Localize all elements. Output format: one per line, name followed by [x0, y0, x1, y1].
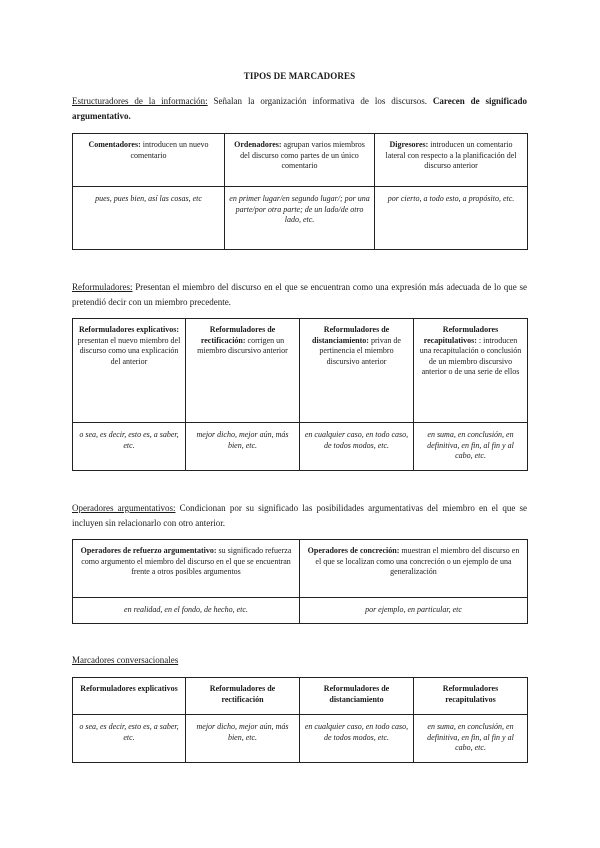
table-cell: mejor dicho, mejor aún, más bien, etc. [186, 715, 300, 763]
table-header-cell: Reformuladores explicativos: presentan el nuevo miembro del discurso como una explicación del anterior [73, 319, 186, 423]
table-header-cell: Reformuladores explicativos [73, 678, 186, 715]
table-header-cell: Reformuladores recapitulativos [414, 678, 528, 715]
section-text: Señalan la organización informativa de los discursos. [207, 96, 433, 106]
table-header-row [73, 134, 528, 187]
table-cell: en suma, en conclusión, en definitiva, en fin, al fin y al cabo, etc. [414, 423, 528, 471]
table-header-row [73, 678, 528, 715]
table-cell: o sea, es decir, esto es, a saber, etc. [73, 423, 186, 471]
table-header-cell: Reformuladores recapitulativos: : introducen una recapitulación o conclusión de un miembro discursivo anterior o de una serie de ellos [414, 319, 528, 423]
table-row [73, 423, 528, 471]
table-cell: mejor dicho, mejor aún, más bien, etc. [186, 423, 300, 471]
table-header-row [73, 540, 528, 598]
table-header-cell: Reformuladores de rectificación [186, 678, 300, 715]
section-conversacionales-intro [72, 653, 527, 668]
table-row [73, 187, 528, 250]
table-header-cell: Ordenadores: agrupan varios miembros del discurso como partes de un único comentario [225, 134, 375, 187]
table-header-row [73, 319, 528, 423]
table-cell: en cualquier caso, en todo caso, de todos modos, etc. [300, 715, 414, 763]
table-cell: en suma, en conclusión, en definitiva, en fin, al fin y al cabo, etc. [414, 715, 528, 763]
section-text: Presentan el miembro del discurso en el que se encuentran como una expresión más adecuada de lo que se pretendió decir con un miembro precedente. [72, 282, 527, 307]
section-text: Condicionan por su significado las posibilidades argumentativas del miembro en el que se incluyen sin relacionarlo con otro anterior. [72, 503, 527, 528]
section-heading: Reformuladores: [72, 282, 133, 292]
table-conversacionales [72, 677, 528, 763]
table-header-cell: Reformuladores de distanciamiento: privan de pertinencia el miembro discursivo anterior [300, 319, 414, 423]
table-cell: por cierto, a todo esto, a propósito, etc. [375, 187, 528, 250]
table-row [73, 598, 528, 624]
section-heading: Operadores argumentativos: [72, 503, 176, 513]
section-heading: Marcadores conversacionales [72, 655, 179, 665]
table-cell: en cualquier caso, en todo caso, de todos modos, etc. [300, 423, 414, 471]
table-header-cell: Reformuladores de rectificación: corrigen un miembro discursivo anterior [186, 319, 300, 423]
table-header-cell: Comentadores: introducen un nuevo comentario [73, 134, 225, 187]
table-cell: por ejemplo, en particular, etc [300, 598, 528, 624]
table-cell: en realidad, en el fondo, de hecho, etc. [73, 598, 300, 624]
page-title: TIPOS DE MARCADORES [243, 71, 356, 81]
table-header-cell: Operadores de refuerzo argumentativo: su significado refuerza como argumento el miembro del discurso en el que se encuentran frente a otros posibles argumentos [73, 540, 300, 598]
table-header-cell: Digresores: introducen un comentario lateral con respecto a la planificación del discurso anterior [375, 134, 528, 187]
table-cell: en primer lugar/en segundo lugar/; por una parte/por otra parte; de un lado/de otro lado, etc. [225, 187, 375, 250]
section-operadores-intro [72, 501, 527, 531]
table-estructuradores [72, 133, 528, 250]
table-cell: o sea, es decir, esto es, a saber, etc. [73, 715, 186, 763]
table-header-cell: Operadores de concreción: muestran el miembro del discurso en el que se localizan como una concreción o un ejemplo de una generalización [300, 540, 528, 598]
table-operadores [72, 539, 528, 624]
table-cell: pues, pues bien, así las cosas, etc [73, 187, 225, 250]
table-reformuladores [72, 318, 528, 471]
table-header-cell: Reformuladores de distanciamiento [300, 678, 414, 715]
section-estructuradores-intro [72, 94, 527, 124]
section-bold-note: Carecen de significado argumentativo. [72, 96, 527, 121]
section-reformuladores-intro [72, 280, 527, 310]
table-row [73, 715, 528, 763]
section-heading: Estructuradores de la información: [72, 96, 208, 106]
